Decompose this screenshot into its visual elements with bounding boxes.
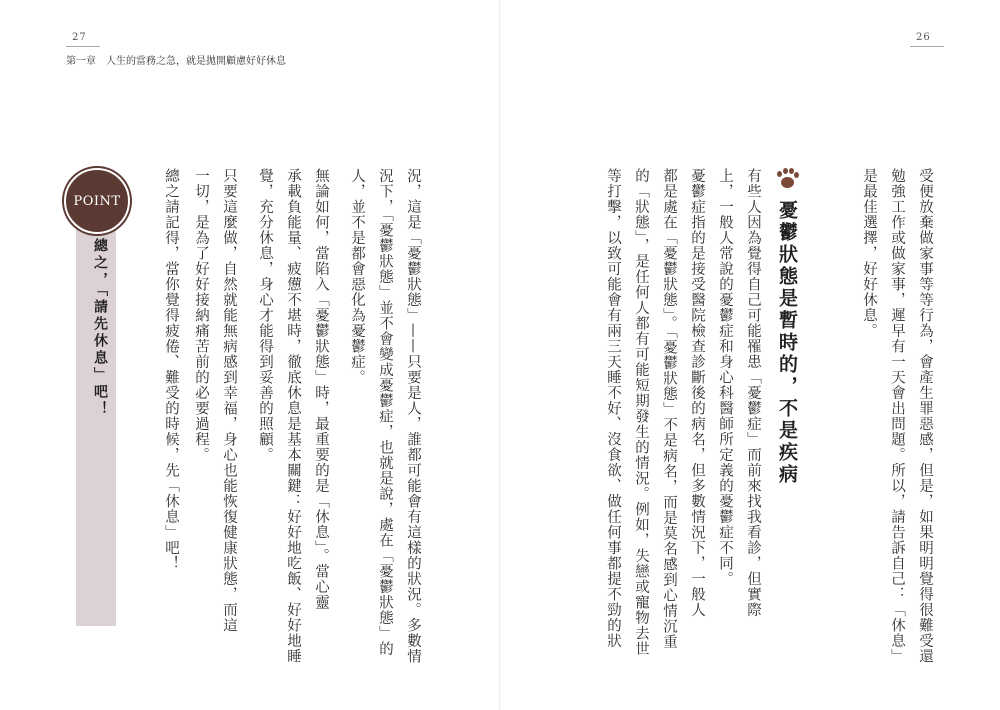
page-number-rule-left <box>66 46 100 47</box>
page-number-left: 27 <box>72 32 87 43</box>
chapter-title: 第一章 人生的當務之急，就是拋開顧慮好好休息 <box>66 56 286 67</box>
text-column: 況下，「憂鬱狀態」並不會變成憂鬱症，也就是說，處在「憂鬱狀態」的 <box>377 168 393 657</box>
text-column: 的「狀態」，是任何人都有可能短期發生的情況。例如，失戀或寵物去世 <box>633 168 649 657</box>
text-column: 有些人因為覺得自己可能罹患「憂鬱症」而前來找我看診，但實際 <box>745 168 761 618</box>
text-column: 上，一般人常說的憂鬱症和身心科醫師所定義的憂鬱症不同。 <box>717 168 733 587</box>
paw-icon <box>776 168 800 190</box>
point-badge <box>64 168 130 234</box>
text-column: 都是處在「憂鬱狀態」。「憂鬱狀態」不是病名，而是莫名感到心情沉重 <box>661 168 677 650</box>
text-column: 況，這是「憂鬱狀態」——只要是人，誰都可能會有這樣的狀況。多數情 <box>405 168 421 664</box>
text-column: 一切，是為了好好接納痛苦前的必要過程。 <box>193 168 209 463</box>
text-column: 總之請記得，當你覺得疲倦、難受的時候，先「休息」吧！ <box>163 168 179 571</box>
text-column: 無論如何，當陷入「憂鬱狀態」時，最重要的是「休息」。當心靈 <box>313 168 329 611</box>
point-summary: 總之，「請先休息」吧！ <box>92 238 108 418</box>
text-column: 憂鬱症指的是接受醫院檢查診斷後的病名，但多數情況下，一般人 <box>689 168 705 618</box>
page-number-rule-right <box>910 46 944 47</box>
point-label: POINT <box>73 193 121 209</box>
text-column: 人，並不是都會惡化為憂鬱症。 <box>349 168 365 385</box>
text-column: 承載負能量、疲憊不堪時，徹底休息是基本關鍵：好好地吃飯、好好地睡 <box>285 168 301 664</box>
text-column: 受便放棄做家事等等行為，會產生罪惡感，但是，如果明明覺得很難受還 <box>917 168 933 664</box>
page-number-right: 26 <box>916 32 931 43</box>
text-column: 是最佳選擇，好好休息。 <box>861 168 877 339</box>
text-column: 等打擊，以致可能會有兩三天睡不好、沒食欲、做任何事都提不勁的狀 <box>605 168 621 649</box>
text-column: 勉強工作或做家事，遲早有一天會出問題。所以，請告訴自己：「休息」 <box>889 168 905 664</box>
text-column: 只要這麼做，自然就能無病感到幸福，身心也能恢復健康狀態，而這 <box>221 168 237 633</box>
section-heading: 憂鬱狀態是暫時的，不是疾病 <box>776 200 798 486</box>
text-column: 覺，充分休息，身心才能得到妥善的照顧。 <box>257 168 273 463</box>
book-spine <box>499 0 501 710</box>
